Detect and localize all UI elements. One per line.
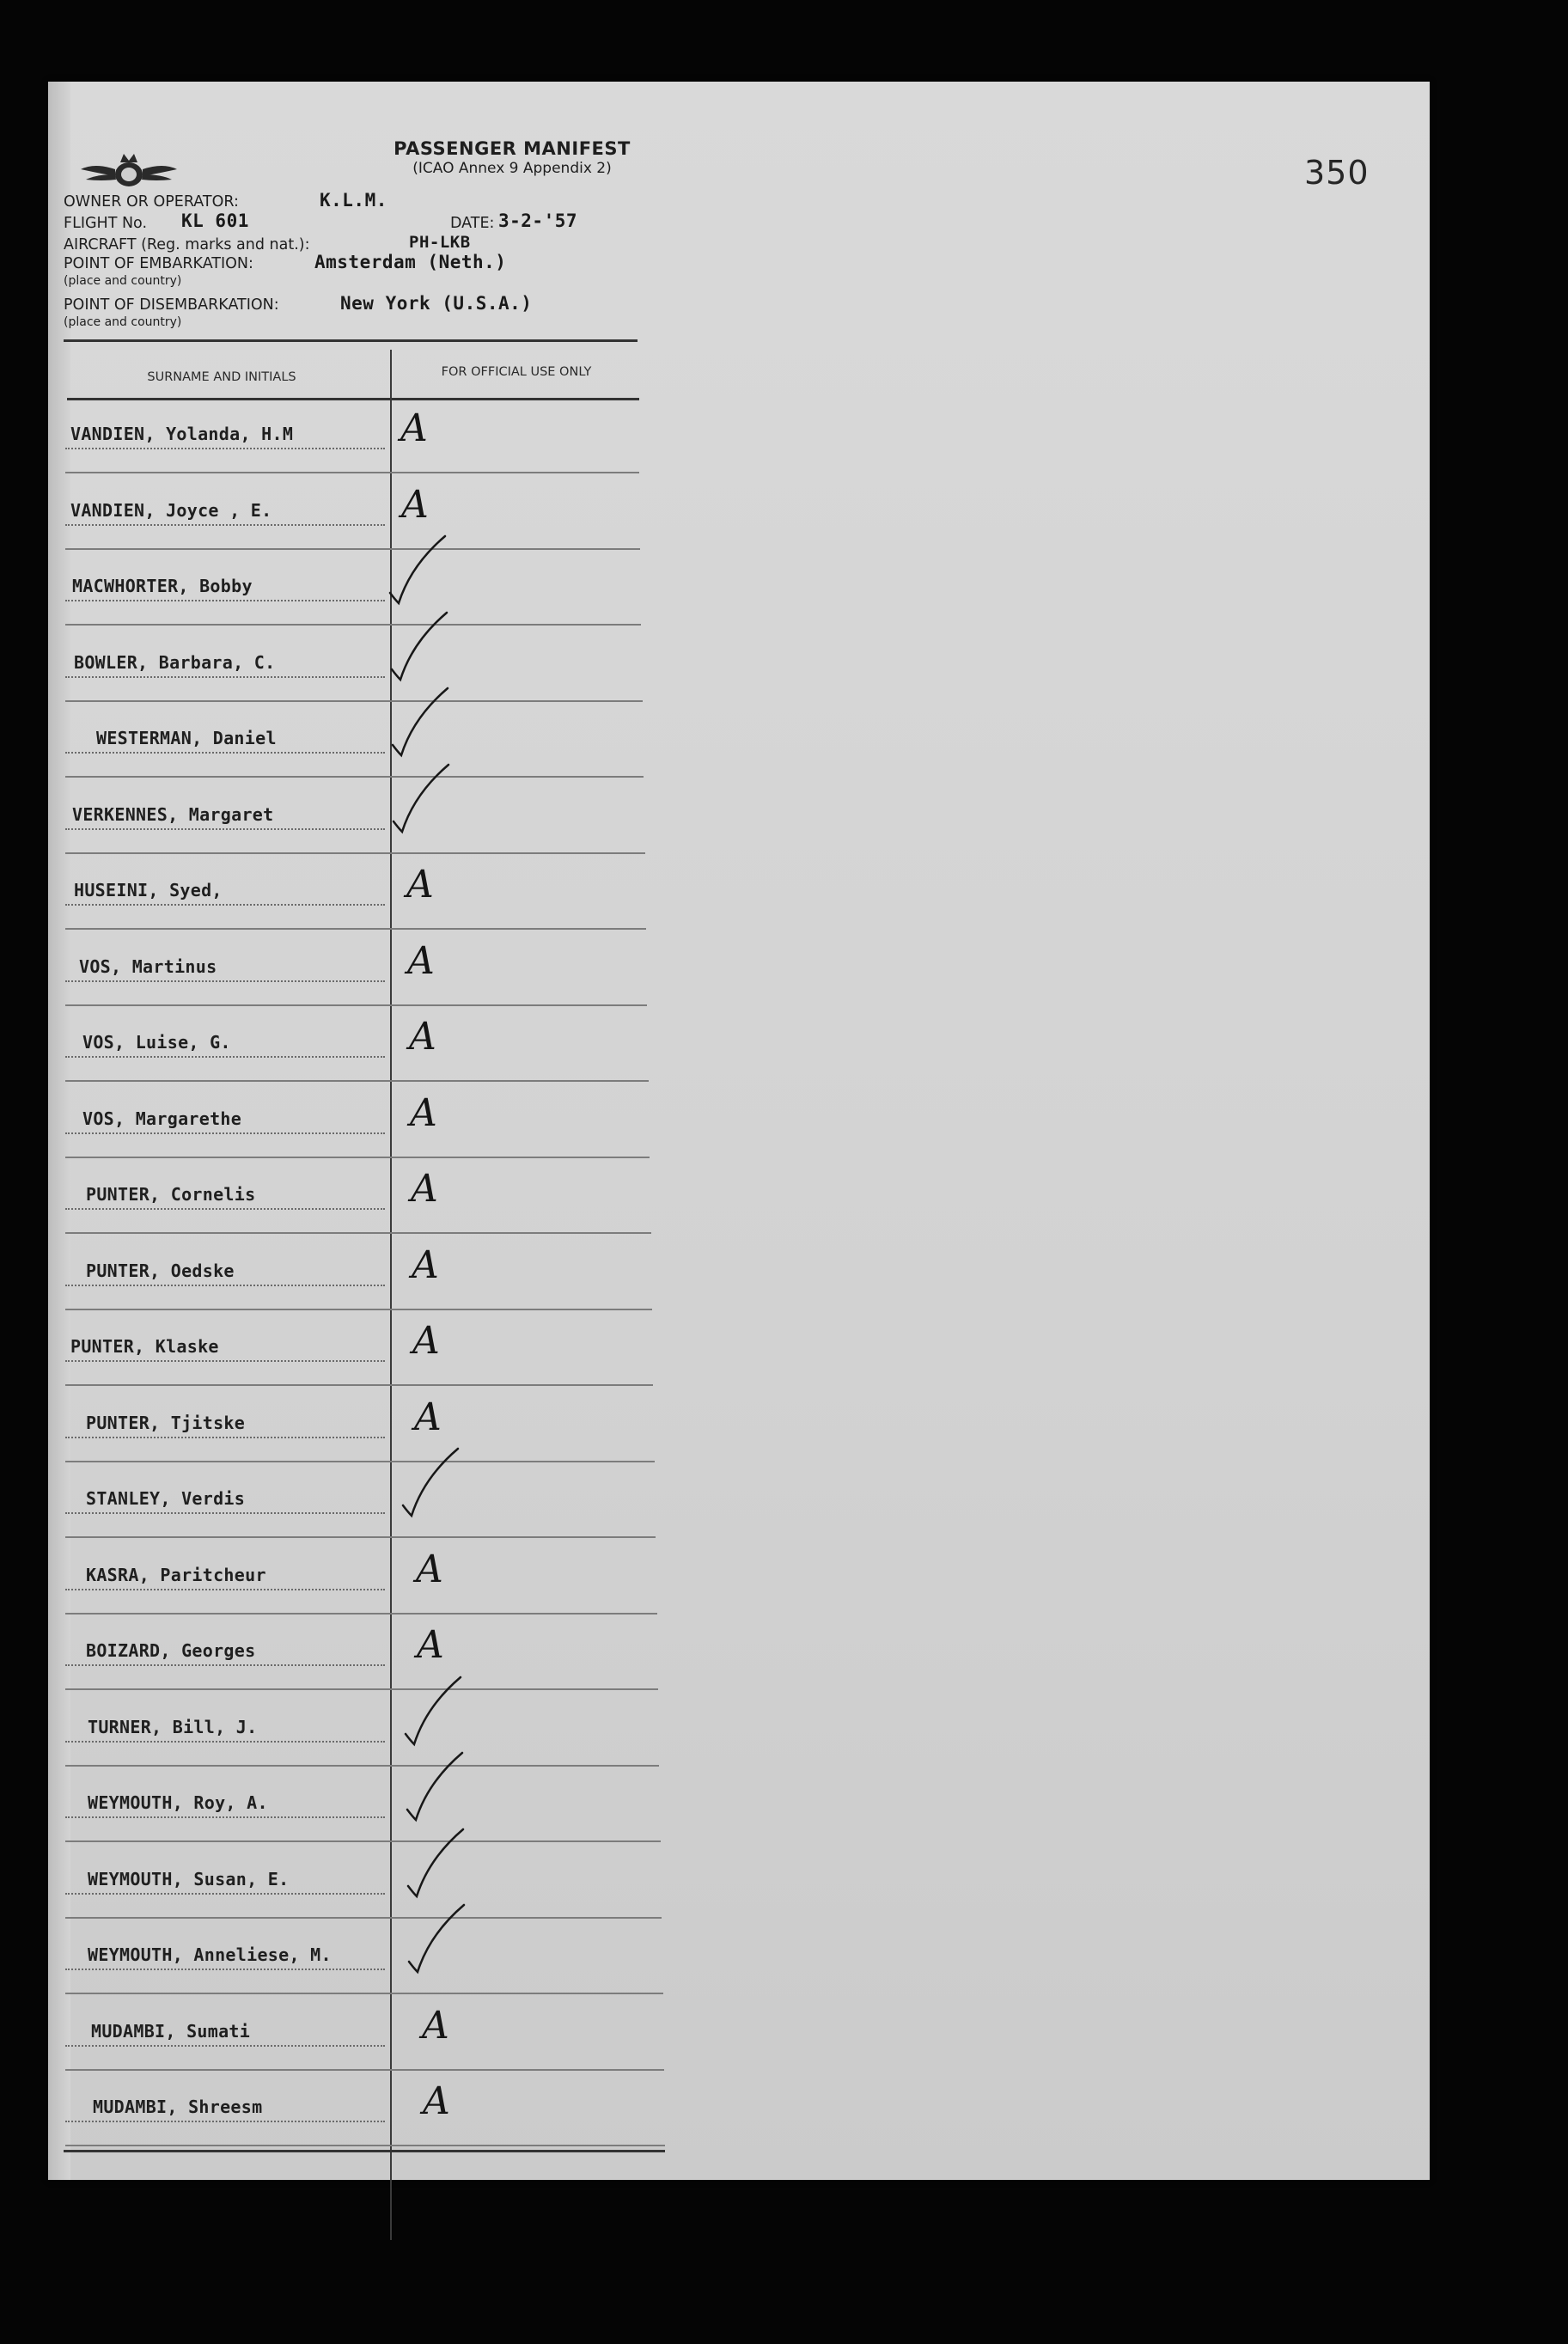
- name-dotted-line: [65, 1360, 385, 1362]
- row-separator-line: [65, 1157, 650, 1158]
- manifest-page: [48, 82, 1430, 2180]
- row-separator-line: [65, 1461, 655, 1462]
- row-separator-line: [65, 624, 641, 626]
- passenger-name: VOS, Martinus: [79, 956, 217, 977]
- disembarkation-value: New York (U.S.A.): [340, 293, 533, 314]
- row-separator-line: [65, 1840, 661, 1842]
- row-separator-line: [65, 776, 644, 778]
- date-value: 3-2-'57: [498, 211, 578, 231]
- aircraft-label: AIRCRAFT (Reg. marks and nat.):: [64, 236, 310, 253]
- row-separator-line: [65, 1993, 663, 1994]
- row-separator-line: [65, 1688, 658, 1690]
- check-mark-icon: [388, 760, 457, 837]
- passenger-name: VOS, Margarethe: [82, 1108, 242, 1129]
- name-dotted-line: [65, 1741, 385, 1743]
- passenger-name: VERKENNES, Margaret: [72, 804, 274, 825]
- flight-label: FLIGHT No.: [64, 215, 148, 232]
- passenger-name: WEYMOUTH, Anneliese, M.: [88, 1944, 332, 1965]
- row-separator-line: [65, 1232, 651, 1234]
- name-dotted-line: [65, 1208, 385, 1210]
- row-separator-line: [65, 2145, 665, 2146]
- name-dotted-line: [65, 676, 385, 678]
- passenger-name: STANLEY, Verdis: [86, 1488, 246, 1509]
- official-mark-a: A: [400, 406, 428, 450]
- official-mark-a: A: [410, 1091, 437, 1135]
- official-mark-a: A: [411, 1167, 438, 1211]
- row-separator-line: [65, 1765, 659, 1767]
- passenger-name: VANDIEN, Joyce , E.: [70, 500, 272, 521]
- name-dotted-line: [65, 904, 385, 906]
- passenger-name: MUDAMBI, Sumati: [91, 2021, 251, 2042]
- column-header-name: SURNAME AND INITIALS: [147, 370, 296, 384]
- official-mark-a: A: [423, 2079, 450, 2123]
- table-bottom-rule: [64, 2150, 665, 2152]
- name-dotted-line: [65, 1285, 385, 1286]
- column-header-official: FOR OFFICIAL USE ONLY: [441, 365, 592, 379]
- name-dotted-line: [65, 1437, 385, 1438]
- passenger-name: PUNTER, Cornelis: [86, 1184, 256, 1205]
- header-top-rule: [64, 339, 638, 342]
- check-mark-icon: [403, 1824, 472, 1901]
- embarkation-value: Amsterdam (Neth.): [314, 252, 507, 272]
- official-mark-a: A: [407, 939, 435, 983]
- row-separator-line: [65, 1080, 649, 1082]
- check-mark-icon: [387, 683, 456, 760]
- official-mark-a: A: [401, 483, 429, 527]
- row-separator-line: [65, 852, 645, 854]
- name-dotted-line: [65, 1512, 385, 1514]
- name-dotted-line: [65, 1664, 385, 1666]
- date-label: DATE:: [450, 215, 495, 232]
- page-edge-shadow: [48, 82, 70, 2180]
- check-mark-icon: [400, 1672, 469, 1749]
- row-separator-line: [65, 1384, 653, 1386]
- name-dotted-line: [65, 1132, 385, 1134]
- owner-label: OWNER OR OPERATOR:: [64, 193, 239, 211]
- passenger-name: HUSEINI, Syed,: [74, 880, 223, 900]
- check-mark-icon: [385, 531, 454, 608]
- check-mark-icon: [387, 607, 455, 685]
- manifest-title-block: [332, 138, 692, 177]
- row-separator-line: [65, 1536, 656, 1538]
- name-dotted-line: [65, 524, 385, 526]
- official-mark-a: A: [412, 1243, 439, 1287]
- passenger-name: PUNTER, Klaske: [70, 1336, 219, 1357]
- passenger-name: PUNTER, Oedske: [86, 1261, 235, 1281]
- check-mark-icon: [398, 1444, 467, 1521]
- passenger-name: WEYMOUTH, Susan, E.: [88, 1869, 290, 1889]
- official-mark-a: A: [412, 1319, 440, 1363]
- disembarkation-label: POINT OF DISEMBARKATION:: [64, 296, 279, 314]
- name-dotted-line: [65, 1893, 385, 1895]
- flight-value: KL 601: [181, 211, 249, 231]
- official-mark-a: A: [416, 1547, 443, 1591]
- aircraft-value: PH-LKB: [409, 233, 471, 252]
- passenger-name: VOS, Luise, G.: [82, 1032, 231, 1053]
- official-mark-a: A: [422, 2004, 449, 2048]
- name-dotted-line: [65, 1589, 385, 1590]
- row-separator-line: [65, 928, 646, 930]
- check-mark-icon: [404, 1900, 473, 1977]
- row-separator-line: [65, 472, 639, 473]
- row-separator-line: [65, 548, 640, 550]
- passenger-name: VANDIEN, Yolanda, H.M: [70, 424, 294, 444]
- official-mark-a: A: [406, 863, 434, 906]
- name-dotted-line: [65, 1816, 385, 1818]
- row-separator-line: [65, 1613, 657, 1615]
- name-dotted-line: [65, 828, 385, 830]
- passenger-name: KASRA, Paritcheur: [86, 1565, 266, 1585]
- manifest-title: PASSENGER MANIFEST: [394, 138, 631, 159]
- passenger-name: BOWLER, Barbara, C.: [74, 652, 276, 673]
- passenger-name: TURNER, Bill, J.: [88, 1717, 258, 1737]
- embarkation-label: POINT OF EMBARKATION:: [64, 255, 253, 272]
- official-mark-a: A: [409, 1015, 436, 1059]
- page-number: 350: [1304, 154, 1370, 192]
- embarkation-note: (place and country): [64, 274, 182, 288]
- passenger-name: MACWHORTER, Bobby: [72, 576, 253, 596]
- official-mark-a: A: [417, 1623, 444, 1667]
- header-bottom-rule: [67, 398, 639, 400]
- passenger-name: PUNTER, Tjitske: [86, 1413, 246, 1433]
- name-dotted-line: [65, 600, 385, 601]
- row-separator-line: [65, 1309, 652, 1310]
- name-dotted-line: [65, 980, 385, 982]
- disembarkation-note: (place and country): [64, 315, 182, 329]
- row-separator-line: [65, 1917, 662, 1919]
- owner-value: K.L.M.: [320, 190, 387, 211]
- name-dotted-line: [65, 1056, 385, 1058]
- row-separator-line: [65, 1004, 647, 1006]
- name-dotted-line: [65, 2121, 385, 2122]
- passenger-name: MUDAMBI, Shreesm: [93, 2097, 263, 2117]
- passenger-name: WESTERMAN, Daniel: [96, 728, 277, 748]
- name-dotted-line: [65, 1969, 385, 1970]
- name-dotted-line: [65, 448, 385, 449]
- row-separator-line: [65, 700, 643, 702]
- row-separator-line: [65, 2069, 664, 2071]
- name-dotted-line: [65, 752, 385, 754]
- passenger-name: WEYMOUTH, Roy, A.: [88, 1792, 268, 1813]
- manifest-subtitle: (ICAO Annex 9 Appendix 2): [412, 160, 612, 177]
- name-dotted-line: [65, 2045, 385, 2047]
- passenger-name: BOIZARD, Georges: [86, 1640, 256, 1661]
- check-mark-icon: [402, 1748, 471, 1825]
- official-mark-a: A: [414, 1395, 442, 1439]
